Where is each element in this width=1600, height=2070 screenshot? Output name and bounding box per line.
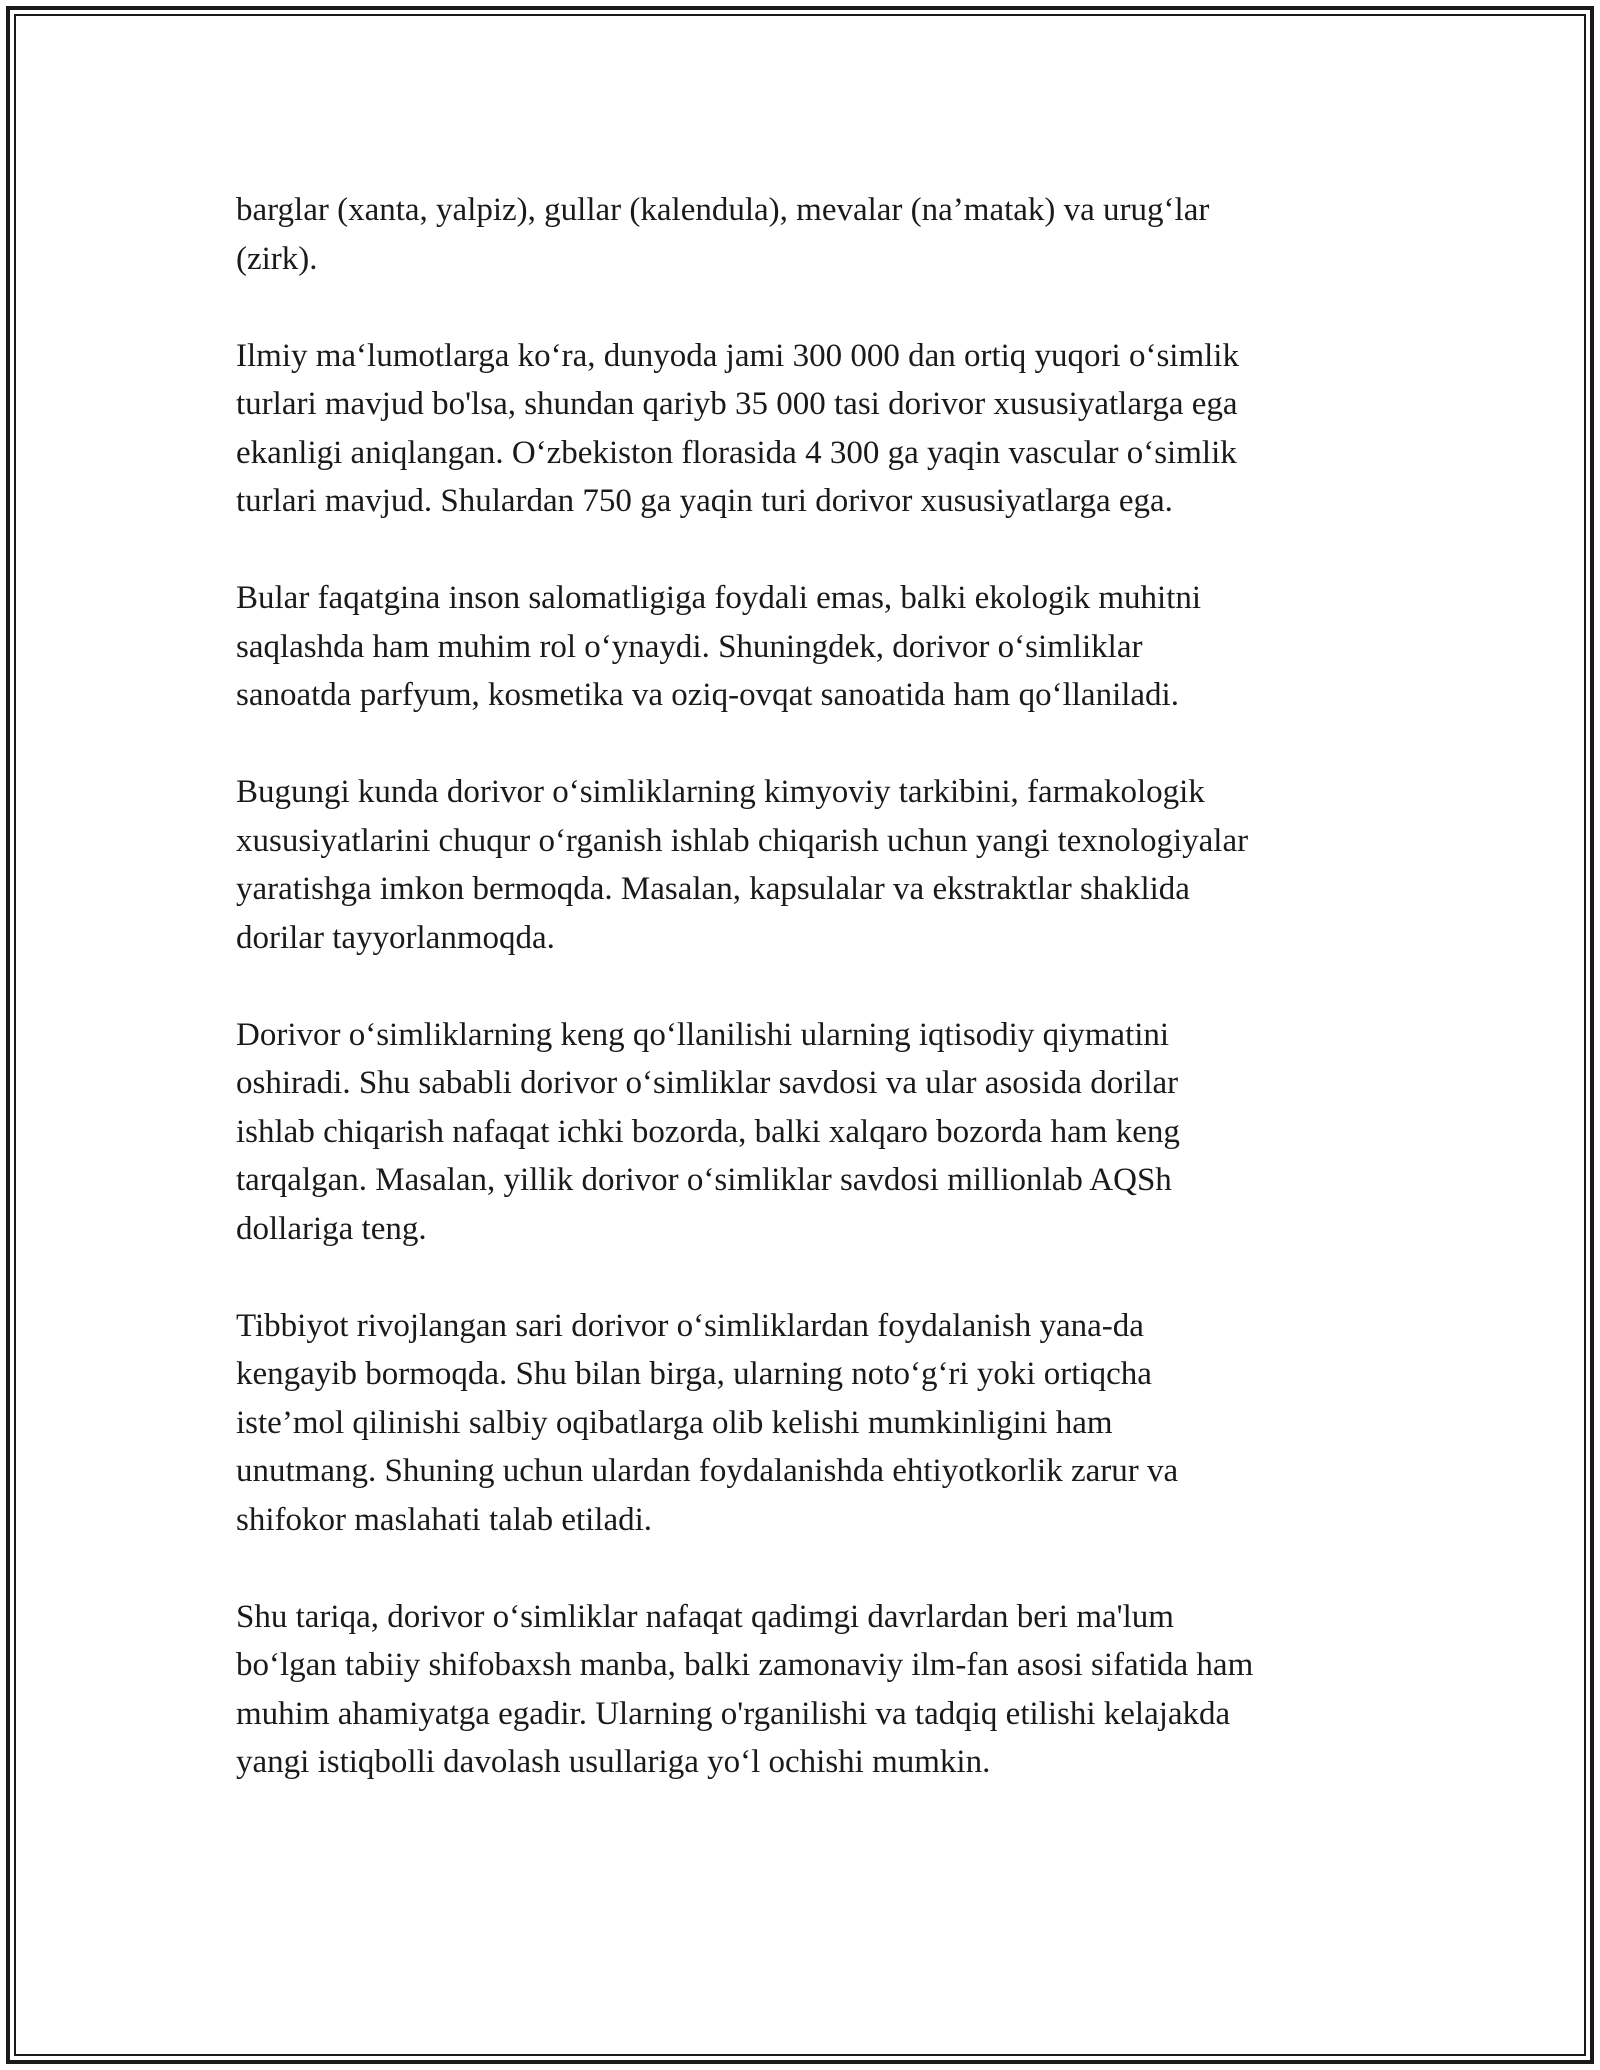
- paragraph-4: Bugungi kunda dorivor o‘simliklarning kimyoviy tarkibini, farmakologik xususiyatlarini chuqur o‘rganish ishlab chiqarish uchun yangi texnologiyalar yaratishga imkon bermoqda. Masalan, kapsulalar va ekstraktlar shaklida dorilar tayyorlanmoqda.: [236, 774, 1249, 956]
- paragraph-2: Ilmiy ma‘lumotlarga ko‘ra, dunyoda jami 300 000 dan ortiq yuqori o‘simlik turlari mavjud bo'lsa, shundan qariyb 35 000 tasi dorivor xususiyatlarga ega ekanligi aniqlangan. O‘zbekiston florasida 4 300 ga yaqin vascular o‘simlik turlari mavjud. Shulardan 750 ga yaqin turi dorivor xususiyatlarga ega.: [236, 337, 1239, 519]
- paragraph-7: Shu tariqa, dorivor o‘simliklar nafaqat qadimgi davrlardan beri ma'lum bo‘lgan tabiiy shifobaxsh manba, balki zamonaviy ilm-fan asosi sifatida ham muhim ahamiyatga egadir. Ularning o'rganilishi va tadqiq etilishi kelajakda yangi istiqbolli davolash usullariga yo‘l ochishi mumkin.: [236, 1598, 1254, 1780]
- paragraph-6: Tibbiyot rivojlangan sari dorivor o‘simliklardan foydalanish yana-da kengayib bormoqda. Shu bilan birga, ularning noto‘g‘ri yoki ortiqcha iste’mol qilinishi salbiy oqibatlarga olib kelishi mumkinligini ham unutmang. Shuning uchun ulardan foydalanishda ehtiyotkorlik zarur va shifokor maslahati talab etiladi.: [236, 1307, 1179, 1538]
- document-body: [236, 186, 1384, 1835]
- paragraph-5: Dorivor o‘simliklarning keng qo‘llanilishi ularning iqtisodiy qiymatini oshiradi. Shu sababli dorivor o‘simliklar savdosi va ular asosida dorilar ishlab chiqarish nafaqat ichki bozorda, balki xalqaro bozorda ham keng tarqalgan. Masalan, yillik dorivor o‘simliklar savdosi millionlab AQSh dollariga teng.: [236, 1016, 1180, 1247]
- paragraph-1: barglar (xanta, yalpiz), gullar (kalendula), mevalar (na’matak) va urug‘lar (zirk).: [236, 192, 1210, 277]
- paragraph-3: Bular faqatgina inson salomatligiga foydali emas, balki ekologik muhitni saqlashda ham muhim rol o‘ynaydi. Shuningdek, dorivor o‘simliklar sanoatda parfyum, kosmetika va oziq-ovqat sanoatida ham qo‘llaniladi.: [236, 580, 1202, 713]
